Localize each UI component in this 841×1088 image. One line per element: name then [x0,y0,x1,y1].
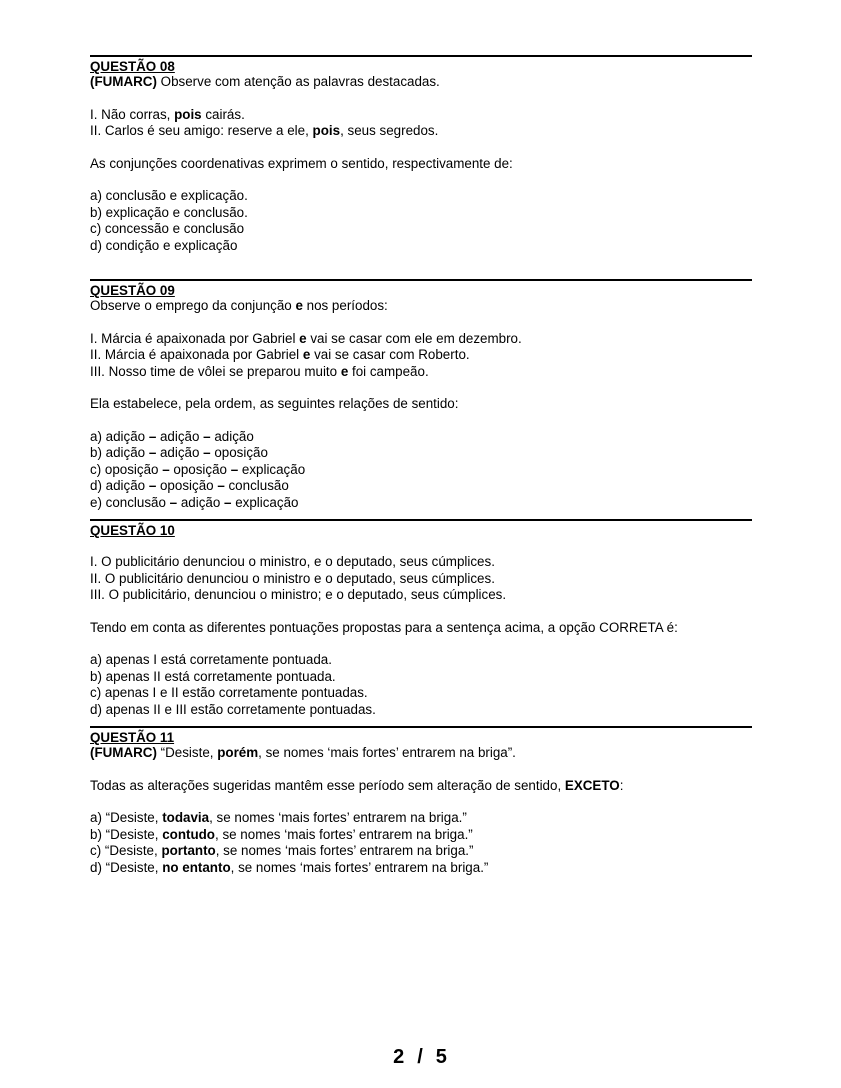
q11-option-d: d) “Desiste, no entanto, se nomes ‘mais fortes’ entrarem na briga.” [90,859,489,875]
q09-option-b: b) adição – adição – oposição [90,445,268,460]
question-09 [90,279,752,519]
q09-statement-iii: III. Nosso time de vôlei se preparou muito e foi campeão. [90,363,429,379]
q10-statement-i: I. O publicitário denunciou o ministro, e o deputado, seus cúmplices. [90,554,495,569]
q11-option-a: a) “Desiste, todavia, se nomes ‘mais fortes’ entrarem na briga.” [90,810,467,825]
q08-option-d: d) condição e explicação [90,237,238,253]
question-11 [90,726,752,876]
q10-statement-ii: II. O publicitário denunciou o ministro e o deputado, seus cúmplices. [90,570,495,586]
page-separator: / [417,1046,424,1068]
q11-option-c: c) “Desiste, portanto, se nomes ‘mais fortes’ entrarem na briga.” [90,843,474,858]
question-08 [90,55,752,279]
question-10 [90,519,752,726]
q09-option-c: c) oposição – oposição – explicação [90,461,306,477]
q10-option-c: c) apenas I e II estão corretamente pontuadas. [90,685,368,700]
q09-statement-ii: II. Márcia é apaixonada por Gabriel e vai se casar com Roberto. [90,347,470,362]
exam-page [90,55,752,876]
q09-statement-i: I. Márcia é apaixonada por Gabriel e vai se casar com ele em dezembro. [90,330,522,346]
q10-option-d: d) apenas II e III estão corretamente pontuadas. [90,701,376,717]
q08-option-b: b) explicação e conclusão. [90,204,248,220]
q08-option-a: a) conclusão e explicação. [90,188,248,203]
q10-statement-iii: III. O publicitário, denunciou o ministro; e o deputado, seus cúmplices. [90,587,507,602]
q09-question: Ela estabelece, pela ordem, as seguintes relações de sentido: [90,396,459,411]
question-08-title: QUESTÃO 08 [90,59,175,74]
q11-question: Todas as alterações sugeridas mantêm esse período sem alteração de sentido, EXCETO: [90,777,624,793]
question-08-prompt: (FUMARC) Observe com atenção as palavras destacadas. [90,74,440,89]
question-09-title: QUESTÃO 09 [90,283,175,298]
question-09-prompt: Observe o emprego da conjunção e nos períodos: [90,298,388,313]
question-11-title: QUESTÃO 11 [90,730,175,745]
question-11-prompt: (FUMARC) “Desiste, porém, se nomes ‘mais fortes’ entrarem na briga”. [90,745,516,760]
q08-statement-i: I. Não corras, pois cairás. [90,106,245,122]
q10-question: Tendo em conta as diferentes pontuações propostas para a sentença acima, a opção CORRETA é: [90,619,678,635]
q11-option-b: b) “Desiste, contudo, se nomes ‘mais fortes’ entrarem na briga.” [90,826,473,842]
page-current: 2 [393,1046,406,1068]
q09-option-d: d) adição – oposição – conclusão [90,478,289,493]
q08-statement-ii: II. Carlos é seu amigo: reserve a ele, pois, seus segredos. [90,123,439,138]
q08-question: As conjunções coordenativas exprimem o sentido, respectivamente de: [90,155,513,171]
page-total: 5 [435,1046,448,1068]
q08-option-c: c) concessão e conclusão [90,221,245,236]
question-10-title: QUESTÃO 10 [90,523,175,538]
q09-option-a: a) adição – adição – adição [90,428,254,444]
q10-option-b: b) apenas II está corretamente pontuada. [90,668,336,684]
q09-option-e: e) conclusão – adição – explicação [90,494,299,510]
q10-option-a: a) apenas I está corretamente pontuada. [90,652,332,667]
page-number [0,1046,841,1069]
